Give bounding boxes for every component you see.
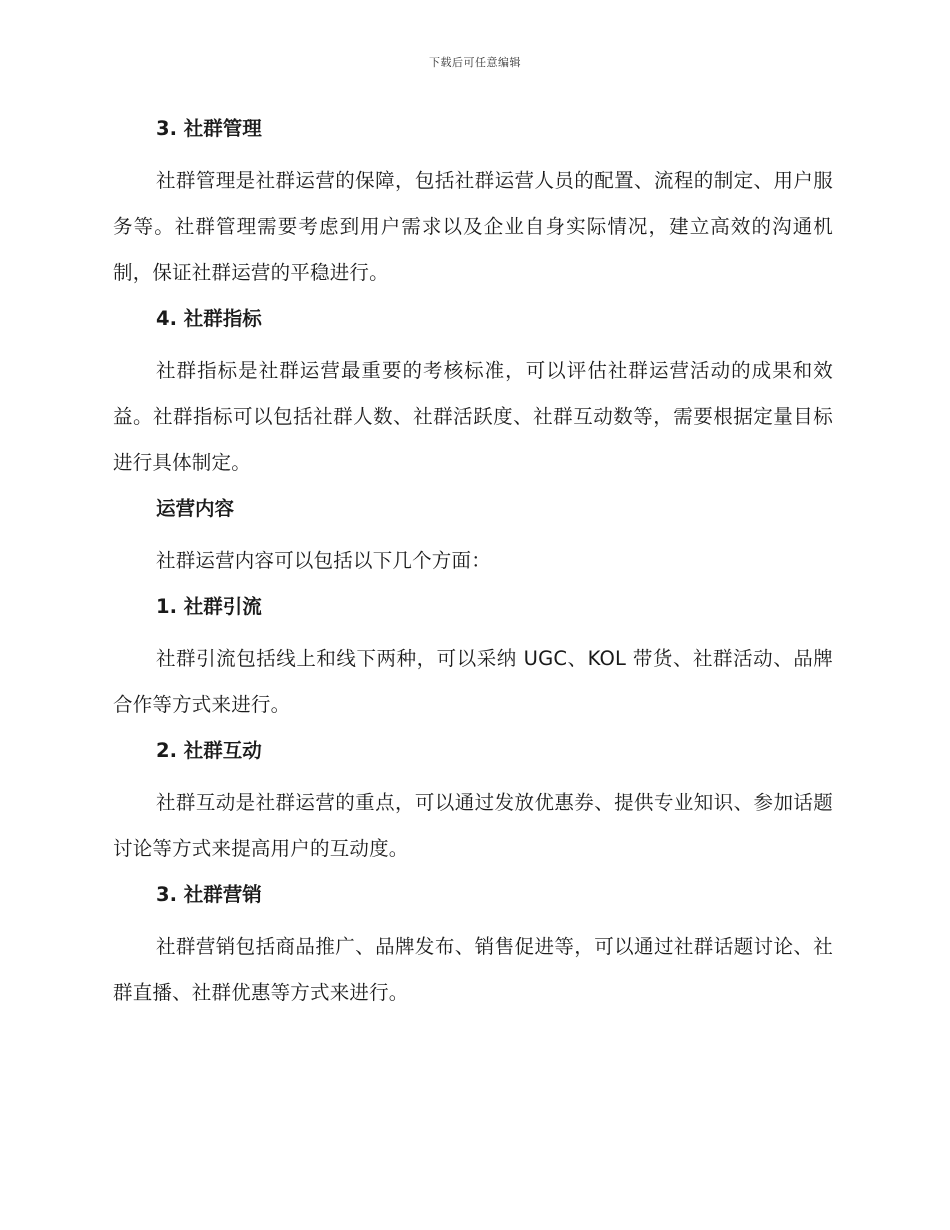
section-heading-traffic: 1. 社群引流 bbox=[156, 595, 262, 618]
paragraph-community-metrics: 社群指标是社群运营最重要的考核标准，可以评估社群运营活动的成果和效益。社群指标可以包括社群人数、社群活跃度、社群互动数等，需要根据定量目标进行具体制定。 bbox=[113, 359, 833, 474]
paragraph-traffic: 社群引流包括线上和线下两种，可以采纳 UGC、KOL 带货、社群活动、品牌合作等方式来进行。 bbox=[113, 647, 833, 716]
section-heading-interaction: 2. 社群互动 bbox=[156, 739, 262, 762]
section-heading-operation-content: 运营内容 bbox=[156, 497, 235, 520]
section-heading-community-metrics: 4. 社群指标 bbox=[156, 307, 262, 330]
paragraph-operation-content: 社群运营内容可以包括以下几个方面： bbox=[156, 549, 491, 572]
paragraph-interaction: 社群互动是社群运营的重点，可以通过发放优惠券、提供专业知识、参加话题讨论等方式来提高用户的互动度。 bbox=[113, 791, 833, 860]
section-heading-community-management: 3. 社群管理 bbox=[156, 117, 262, 140]
paragraph-community-management: 社群管理是社群运营的保障，包括社群运营人员的配置、流程的制定、用户服务等。社群管理需要考虑到用户需求以及企业自身实际情况，建立高效的沟通机制，保证社群运营的平稳进行。 bbox=[113, 169, 833, 284]
document-body bbox=[113, 114, 833, 1024]
paragraph-marketing: 社群营销包括商品推广、品牌发布、销售促进等，可以通过社群话题讨论、社群直播、社群优惠等方式来进行。 bbox=[113, 935, 833, 1004]
header-note: 下载后可任意编辑 bbox=[429, 56, 521, 69]
section-heading-marketing: 3. 社群营销 bbox=[156, 883, 262, 906]
